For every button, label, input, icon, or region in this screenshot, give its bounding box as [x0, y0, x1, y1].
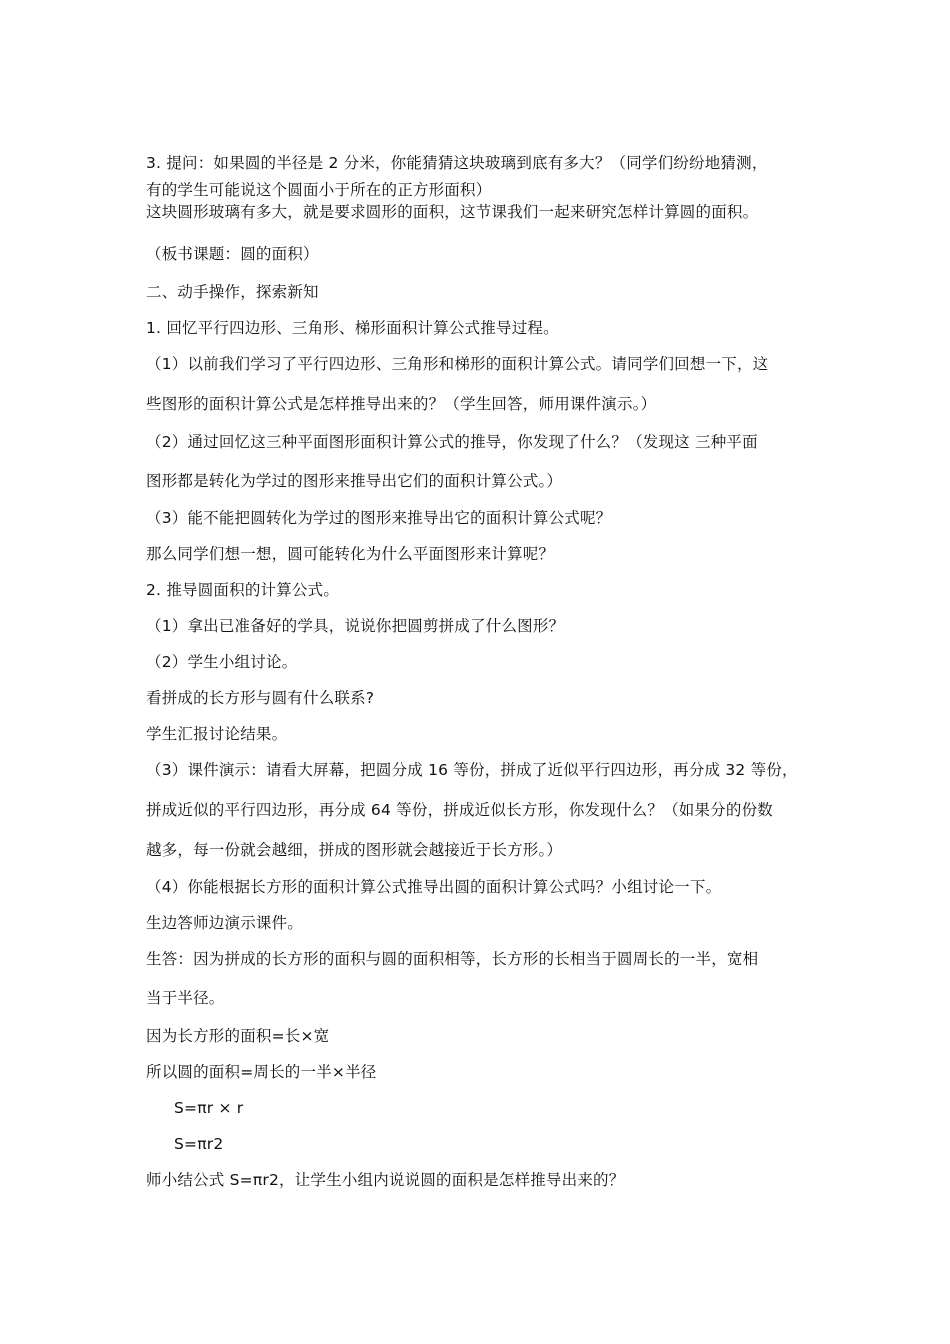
text-line: （1）拿出已准备好的学具，说说你把圆剪拼成了什么图形？ [146, 617, 565, 635]
text-line: （2）通过回忆这三种平面图形面积计算公式的推导，你发现了什么？（发现这 三种平面 [146, 433, 758, 451]
section-heading: 二、动手操作，探索新知 [146, 283, 319, 301]
text-line: 当于半径。 [146, 989, 225, 1007]
text-line: 生答：因为拼成的长方形的面积与圆的面积相等，长方形的长相当于圆周长的一半，宽相 [146, 950, 759, 968]
text-line: 拼成近似的平行四边形，再分成 64 等份，拼成近似长方形，你发现什么？（如果分的份数 [146, 801, 773, 819]
formula-line: S=πr × r [174, 1099, 244, 1117]
text-line: （板书课题：圆的面积） [146, 245, 319, 263]
formula-line: S=πr2 [174, 1135, 224, 1153]
text-line: 2. 推导圆面积的计算公式。 [146, 581, 340, 599]
text-line: 这块圆形玻璃有多大，就是要求圆形的面积，这节课我们一起来研究怎样计算圆的面积。 [146, 203, 759, 221]
text-line: 3. 提问：如果圆的半径是 2 分米，你能猜猜这块玻璃到底有多大？（同学们纷纷地猜测， [146, 154, 768, 172]
text-line: （3）能不能把圆转化为学过的图形来推导出它的面积计算公式呢？ [146, 509, 612, 527]
text-line: 有的学生可能说这个圆面小于所在的正方形面积） [146, 181, 492, 199]
text-line: 看拼成的长方形与圆有什么联系? [146, 689, 375, 707]
text-line: 所以圆的面积=周长的一半×半径 [146, 1063, 377, 1081]
text-line: 因为长方形的面积=长×宽 [146, 1027, 330, 1045]
text-line: （1）以前我们学习了平行四边形、三角形和梯形的面积计算公式。请同学们回想一下，这 [146, 355, 769, 373]
text-line: 图形都是转化为学过的图形来推导出它们的面积计算公式。） [146, 472, 563, 490]
text-line: （3）课件演示：请看大屏幕，把圆分成 16 等份，拼成了近似平行四边形，再分成 32 等份， [146, 761, 798, 779]
text-line: 1. 回忆平行四边形、三角形、梯形面积计算公式推导过程。 [146, 319, 559, 337]
text-line: 越多，每一份就会越细，拼成的图形就会越接近于长方形。） [146, 841, 563, 859]
text-line: 师小结公式 S=πr2，让学生小组内说说圆的面积是怎样推导出来的？ [146, 1171, 625, 1189]
text-line: 生边答师边演示课件。 [146, 914, 304, 932]
text-line: （4）你能根据长方形的面积计算公式推导出圆的面积计算公式吗？小组讨论一下。 [146, 878, 722, 896]
text-line: 那么同学们想一想，圆可能转化为什么平面图形来计算呢？ [146, 545, 555, 563]
text-line: 学生汇报讨论结果。 [146, 725, 288, 743]
text-line: （2）学生小组讨论。 [146, 653, 298, 671]
text-line: 些图形的面积计算公式是怎样推导出来的？（学生回答，师用课件演示。） [146, 395, 657, 413]
